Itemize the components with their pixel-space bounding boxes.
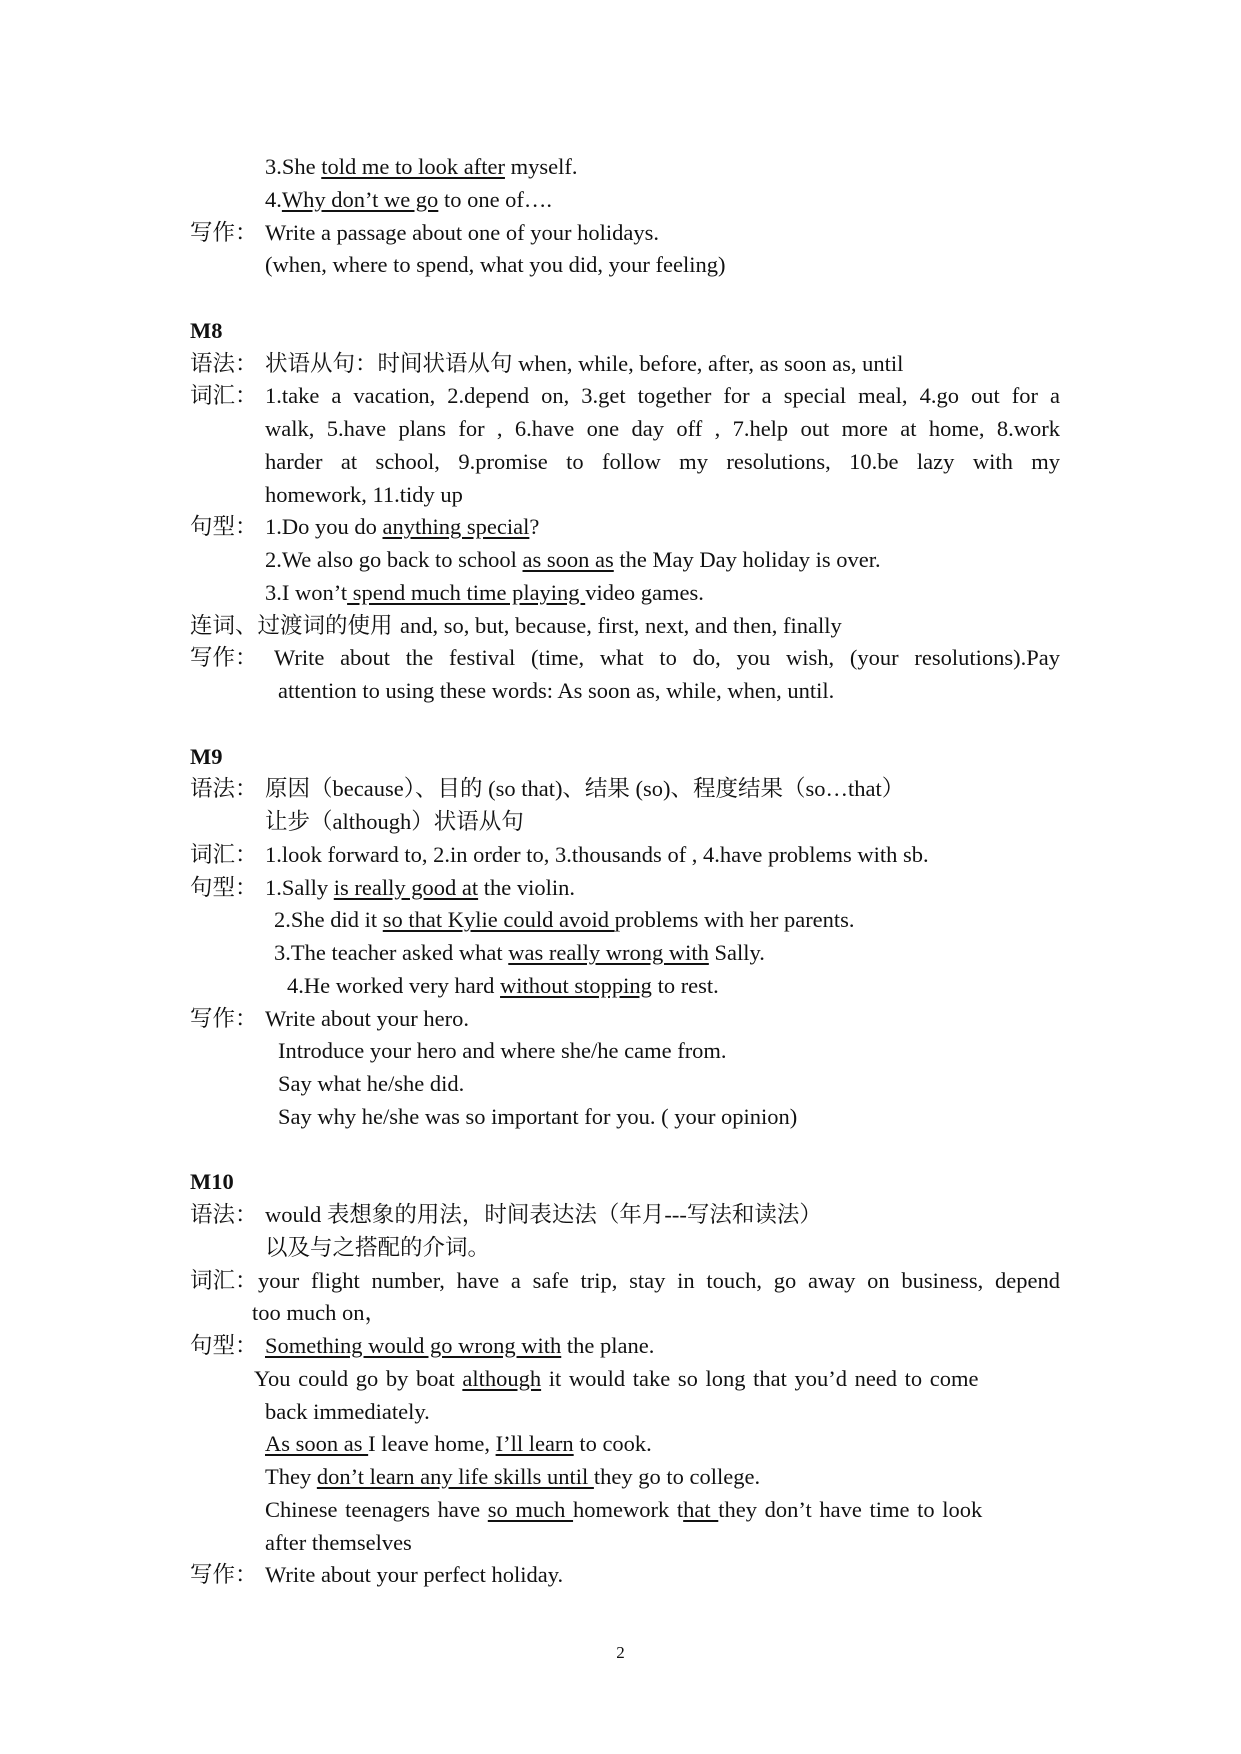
grammar-text: would 表想象的用法，时间表达法（年月---写法和读法） xyxy=(265,1202,822,1227)
m8-heading xyxy=(190,315,1060,348)
m9-heading xyxy=(190,741,1060,774)
text: back immediately. xyxy=(265,1398,430,1424)
m7-sentence-4 xyxy=(190,184,1060,217)
m10-grammar-1 xyxy=(190,1199,1060,1232)
module-title: M8 xyxy=(190,317,223,343)
section-label: 句型： xyxy=(190,514,258,540)
m8-sentence-2 xyxy=(190,544,1060,577)
vocab-text: walk, 5.have plans for , 6.have one day off , 7.help out more at home, 8.work xyxy=(265,416,1060,441)
m9-grammar-2 xyxy=(190,806,1060,839)
text: 3.The teacher asked what xyxy=(274,940,509,965)
m9-sentence-4 xyxy=(190,970,1060,1003)
section-label: 写作： xyxy=(190,1005,258,1031)
text: 4. xyxy=(265,186,282,212)
text: the violin. xyxy=(478,874,575,900)
text: to cook. xyxy=(573,1431,652,1457)
m8-sentence-1 xyxy=(190,511,1060,544)
section-label: 语法： xyxy=(190,1202,258,1227)
text: 2.We also go back to school xyxy=(265,547,523,572)
section-label: 写作： xyxy=(190,1562,258,1588)
writing-text: attention to using these words: As soon as, while, when, until. xyxy=(278,678,835,703)
vocab-text: harder at school, 9.promise to follow my resolutions, 10.be lazy with my xyxy=(265,448,1060,474)
underlined-phrase: is really good at xyxy=(333,874,479,900)
text: to one of…. xyxy=(438,186,553,212)
underlined-phrase: was really wrong with xyxy=(508,940,709,965)
m8-vocab-1 xyxy=(190,380,1060,413)
underlined-phrase: don’t learn any life skills until xyxy=(316,1464,594,1489)
writing-text: Write a passage about one of your holidays. xyxy=(265,219,659,245)
vocab-text: homework, 11.tidy up xyxy=(265,481,463,507)
writing-text: Introduce your hero and where she/he came from. xyxy=(278,1038,727,1064)
m8-sentence-3 xyxy=(190,577,1060,610)
m10-heading xyxy=(190,1166,1060,1199)
m9-vocab xyxy=(190,839,1060,872)
m10-sentence-4 xyxy=(190,1461,1060,1494)
section-label: 句型： xyxy=(190,874,258,900)
underlined-phrase: As soon as xyxy=(265,1431,369,1457)
m10-sentence-2-cont xyxy=(190,1396,1060,1429)
text: 1.Do you do xyxy=(265,514,383,540)
text: the May Day holiday is over. xyxy=(613,547,881,572)
m8-vocab-2 xyxy=(190,413,1060,446)
text: they don’t have time to look xyxy=(718,1496,983,1522)
m8-writing-1 xyxy=(190,642,1060,675)
writing-text: Write about the festival (time, what to do, you wish, (your resolutions).Pay xyxy=(274,645,1060,671)
m9-writing-1 xyxy=(190,1003,1060,1036)
m9-sentence-1 xyxy=(190,872,1060,905)
writing-text: Say what he/she did. xyxy=(278,1071,465,1096)
writing-text: Say why he/she was so important for you. ( your opinion) xyxy=(278,1103,798,1129)
underlined-phrase: I’ll learn xyxy=(495,1431,574,1457)
m10-vocab-2 xyxy=(190,1297,1060,1330)
text: 3.I won’t xyxy=(265,579,348,605)
text: they go to college. xyxy=(593,1464,761,1489)
m10-sentence-3 xyxy=(190,1428,1060,1461)
section-label: 语法： xyxy=(190,776,258,802)
page-number: 2 xyxy=(616,1643,625,1662)
vocab-text: 1.look forward to, 2.in order to, 3.thousands of , 4.have problems with sb. xyxy=(265,841,929,867)
text: You could go by boat xyxy=(254,1365,463,1391)
section-label: 写作： xyxy=(190,645,258,671)
underlined-phrase: hat xyxy=(683,1496,719,1522)
m7-writing xyxy=(190,217,1060,250)
vocab-text: your flight number, have a safe trip, stay in touch, go away on business, depend xyxy=(258,1267,1060,1293)
m7-writing-2 xyxy=(190,249,1060,282)
m10-sentence-1 xyxy=(190,1330,1060,1363)
section-label: 语法： xyxy=(190,350,258,376)
underlined-phrase: without stopping xyxy=(500,972,652,998)
section-label: 连词、过渡词的使用 xyxy=(190,612,393,638)
underlined-phrase: so that Kylie could avoid xyxy=(382,907,615,933)
m9-writing-4 xyxy=(190,1101,1060,1134)
m10-sentence-5 xyxy=(190,1494,1060,1527)
module-title: M10 xyxy=(190,1169,234,1195)
text: to rest. xyxy=(651,972,719,998)
section-label: 词汇： xyxy=(190,841,258,867)
grammar-text: 让步（although）状语从句 xyxy=(265,809,524,834)
m9-grammar-1 xyxy=(190,773,1060,806)
text: I leave home, xyxy=(368,1431,496,1457)
text: homework t xyxy=(573,1496,684,1522)
underlined-phrase: anything special xyxy=(382,514,530,540)
m10-vocab-1 xyxy=(190,1265,1060,1298)
text: 1.Sally xyxy=(265,874,334,900)
text: 3.She xyxy=(265,154,322,179)
m9-sentence-3 xyxy=(190,937,1060,970)
writing-text: Write about your hero. xyxy=(265,1005,470,1031)
m8-writing-2 xyxy=(190,675,1060,708)
vocab-text: too much on， xyxy=(252,1300,387,1326)
underlined-phrase: told me to look after xyxy=(321,154,505,179)
writing-text: Write about your perfect holiday. xyxy=(265,1562,564,1588)
grammar-text: 状语从句：时间状语从句 when, while, before, after, as soon as, until xyxy=(265,350,904,376)
section-label: 词汇： xyxy=(190,1267,258,1293)
underlined-phrase: Why don’t we go xyxy=(281,186,439,212)
text: 2.She did it xyxy=(274,907,383,933)
m9-writing-3 xyxy=(190,1068,1060,1101)
underlined-phrase: spend much time playing xyxy=(347,579,586,605)
m9-writing-2 xyxy=(190,1035,1060,1068)
text: video games. xyxy=(585,579,704,605)
grammar-text: 原因（because）、目的 (so that)、结果 (so)、程度结果（so…that） xyxy=(265,776,905,802)
underlined-phrase: although xyxy=(462,1365,542,1391)
m8-grammar xyxy=(190,348,1060,381)
text: the plane. xyxy=(561,1333,655,1358)
vocab-text: 1.take a vacation, 2.depend on, 3.get together for a special meal, 4.go out for a xyxy=(265,383,1060,409)
text: after themselves xyxy=(265,1529,412,1555)
grammar-text: 以及与之搭配的介词。 xyxy=(265,1234,491,1260)
text: ? xyxy=(529,514,540,540)
m10-writing xyxy=(190,1559,1060,1592)
text: Chinese teenagers have xyxy=(265,1496,488,1522)
m9-sentence-2 xyxy=(190,904,1060,937)
section-label: 词汇： xyxy=(190,383,258,409)
underlined-phrase: as soon as xyxy=(522,547,614,572)
underlined-phrase: Something would go wrong with xyxy=(265,1333,562,1358)
m8-conjunctions xyxy=(190,610,1060,643)
m8-vocab-4 xyxy=(190,479,1060,512)
m10-grammar-2 xyxy=(190,1232,1060,1265)
text: 4.He worked very hard xyxy=(287,972,501,998)
text: Sally. xyxy=(708,940,765,965)
module-title: M9 xyxy=(190,743,223,769)
document-page xyxy=(190,151,1060,1592)
m10-sentence-5-cont xyxy=(190,1527,1060,1560)
text: They xyxy=(265,1464,317,1489)
m7-sentence-3 xyxy=(190,151,1060,184)
text: myself. xyxy=(504,154,578,179)
writing-text: (when, where to spend, what you did, your feeling) xyxy=(265,252,726,278)
text: problems with her parents. xyxy=(614,907,855,933)
m8-vocab-3 xyxy=(190,446,1060,479)
section-label: 句型： xyxy=(190,1333,258,1358)
conj-text: and, so, but, because, first, next, and then, finally xyxy=(400,612,842,638)
section-label: 写作： xyxy=(190,219,258,245)
text: it would take so long that you’d need to come xyxy=(541,1365,979,1391)
m10-sentence-2 xyxy=(190,1363,1060,1396)
underlined-phrase: so much xyxy=(487,1496,574,1522)
